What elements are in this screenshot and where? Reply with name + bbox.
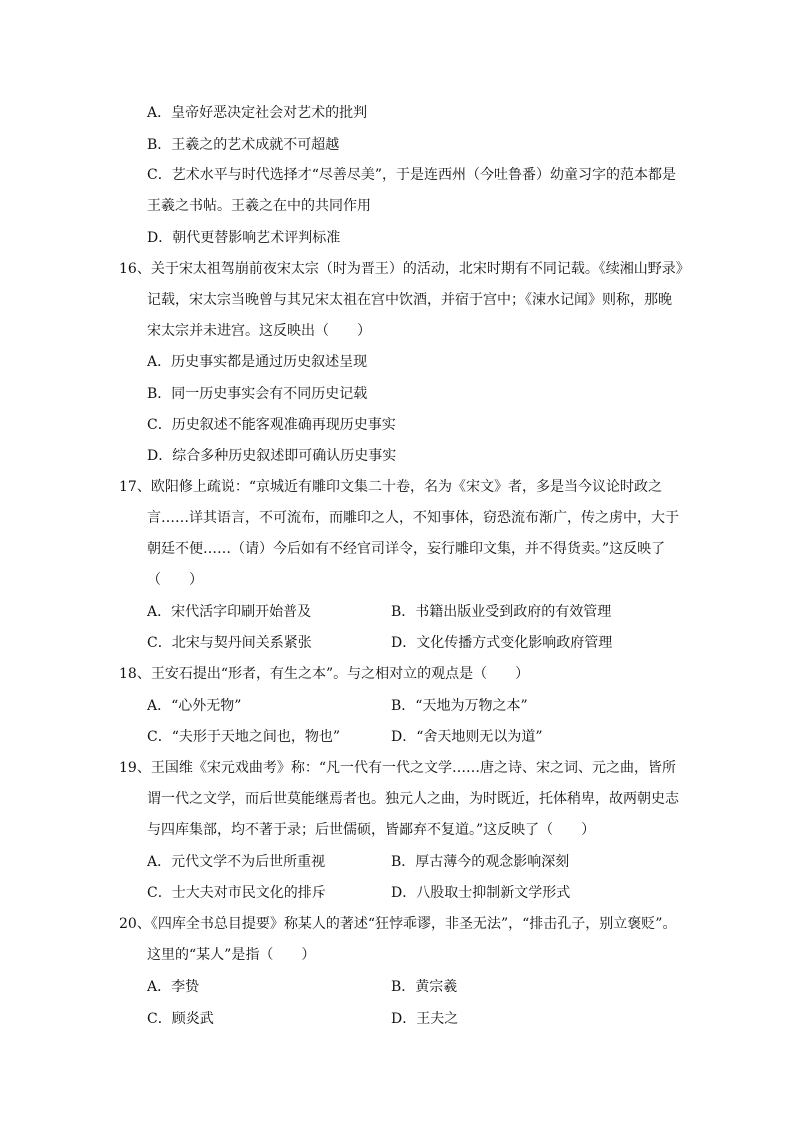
q17-stem-line2: 言……详其语言，不可流布，而雕印之人，不知事体，窃恐流布渐广，传之虏中，大于 (147, 510, 679, 526)
q17-stem-line3: 朝廷不便……（请）今后如有不经官司详令，妄行雕印文集，并不得货卖。”这反映了 (147, 541, 666, 557)
q16-stem-line2: 记载，宋太宗当晚曾与其兄宋太祖在宫中饮酒，并宿于宫中；《涑水记闻》则称，那晚 (147, 292, 672, 308)
q16-option-d: D．综合多种历史叙述即可确认历史事实 (147, 448, 397, 464)
q20-option-c: C．顾炎武 (147, 1011, 214, 1027)
q20-stem-line2: 这里的“某人”是指（ ） (147, 947, 316, 963)
q19-option-d: D．八股取士抑制新文学形式 (391, 885, 571, 901)
q17-option-b: B．书籍出版业受到政府的有效管理 (391, 604, 612, 620)
q18-option-b: B．“天地为万物之本” (391, 698, 528, 714)
q15-option-d: D．朝代更替影响艺术评判标准 (147, 230, 341, 246)
q17-stem-line1: 17、欧阳修上疏说：“京城近有雕印文集二十卷，名为《宋文》者，多是当今议论时政之 (119, 479, 662, 495)
q19-option-a: A．元代文学不为后世所重视 (147, 854, 326, 870)
q19-stem-line1: 19、王国维《宋元戏曲考》称：“凡一代有一代之文学……唐之诗、宋之词、元之曲，皆所 (119, 760, 676, 776)
q20-option-d: D．王夫之 (391, 1011, 459, 1027)
q17-option-c: C．北宋与契丹间关系紧张 (147, 635, 312, 651)
q16-option-b: B．同一历史事实会有不同历史记载 (147, 386, 368, 402)
q20-stem-line1: 20、《四库全书总目提要》称某人的著述“狂悖乖谬，非圣无法”，“排击孔子，别立褒贬”。 (119, 916, 677, 932)
q18-option-c: C．“夫形于天地之间也，物也” (147, 729, 341, 745)
q19-stem-line2: 谓一代之文学，而后世莫能继焉者也。独元人之曲，为时既近，托体稍卑，故两朝史志 (147, 791, 679, 807)
q17-stem-line4: （ ） (147, 572, 203, 588)
q20-option-b: B．黄宗羲 (391, 979, 458, 995)
q19-option-c: C．士大夫对市民文化的排斥 (147, 885, 326, 901)
q20-option-a: A．李贽 (147, 979, 200, 995)
q18-option-a: A．“心外无物” (147, 698, 242, 714)
q16-option-c: C．历史叙述不能客观准确再现历史事实 (147, 417, 396, 433)
q15-option-b: B．王羲之的艺术成就不可超越 (147, 137, 340, 153)
q15-option-a: A．皇帝好恶决定社会对艺术的批判 (147, 105, 368, 121)
q15-option-c-line1: C．艺术水平与时代选择才“尽善尽美”，于是连西州（今吐鲁番）幼童习字的范本都是 (147, 167, 677, 183)
q16-option-a: A．历史事实都是通过历史叙述呈现 (147, 354, 368, 370)
q17-option-d: D．文化传播方式变化影响政府管理 (391, 635, 613, 651)
q15-option-c-line2: 王羲之书帖。王羲之在中的共同作用 (147, 198, 371, 214)
q19-stem-line3: 与四库集部，均不著于录；后世儒硕，皆鄙弃不复道。”这反映了（ ） (147, 822, 596, 838)
q18-stem-line1: 18、王安石提出“形者，有生之本”。与之相对立的观点是（ ） (119, 666, 530, 682)
q16-stem-line3: 宋太宗并未进宫。这反映出（ ） (147, 323, 371, 339)
q17-option-a: A．宋代活字印刷开始普及 (147, 604, 312, 620)
q18-option-d: D．“舍天地则无以为道” (391, 729, 543, 745)
q16-stem-line1: 16、关于宋太祖驾崩前夜宋太宗（时为晋王）的活动，北宋时期有不同记载。《续湘山野录》 (119, 261, 690, 277)
q19-option-b: B．厚古薄今的观念影响深刻 (391, 854, 570, 870)
